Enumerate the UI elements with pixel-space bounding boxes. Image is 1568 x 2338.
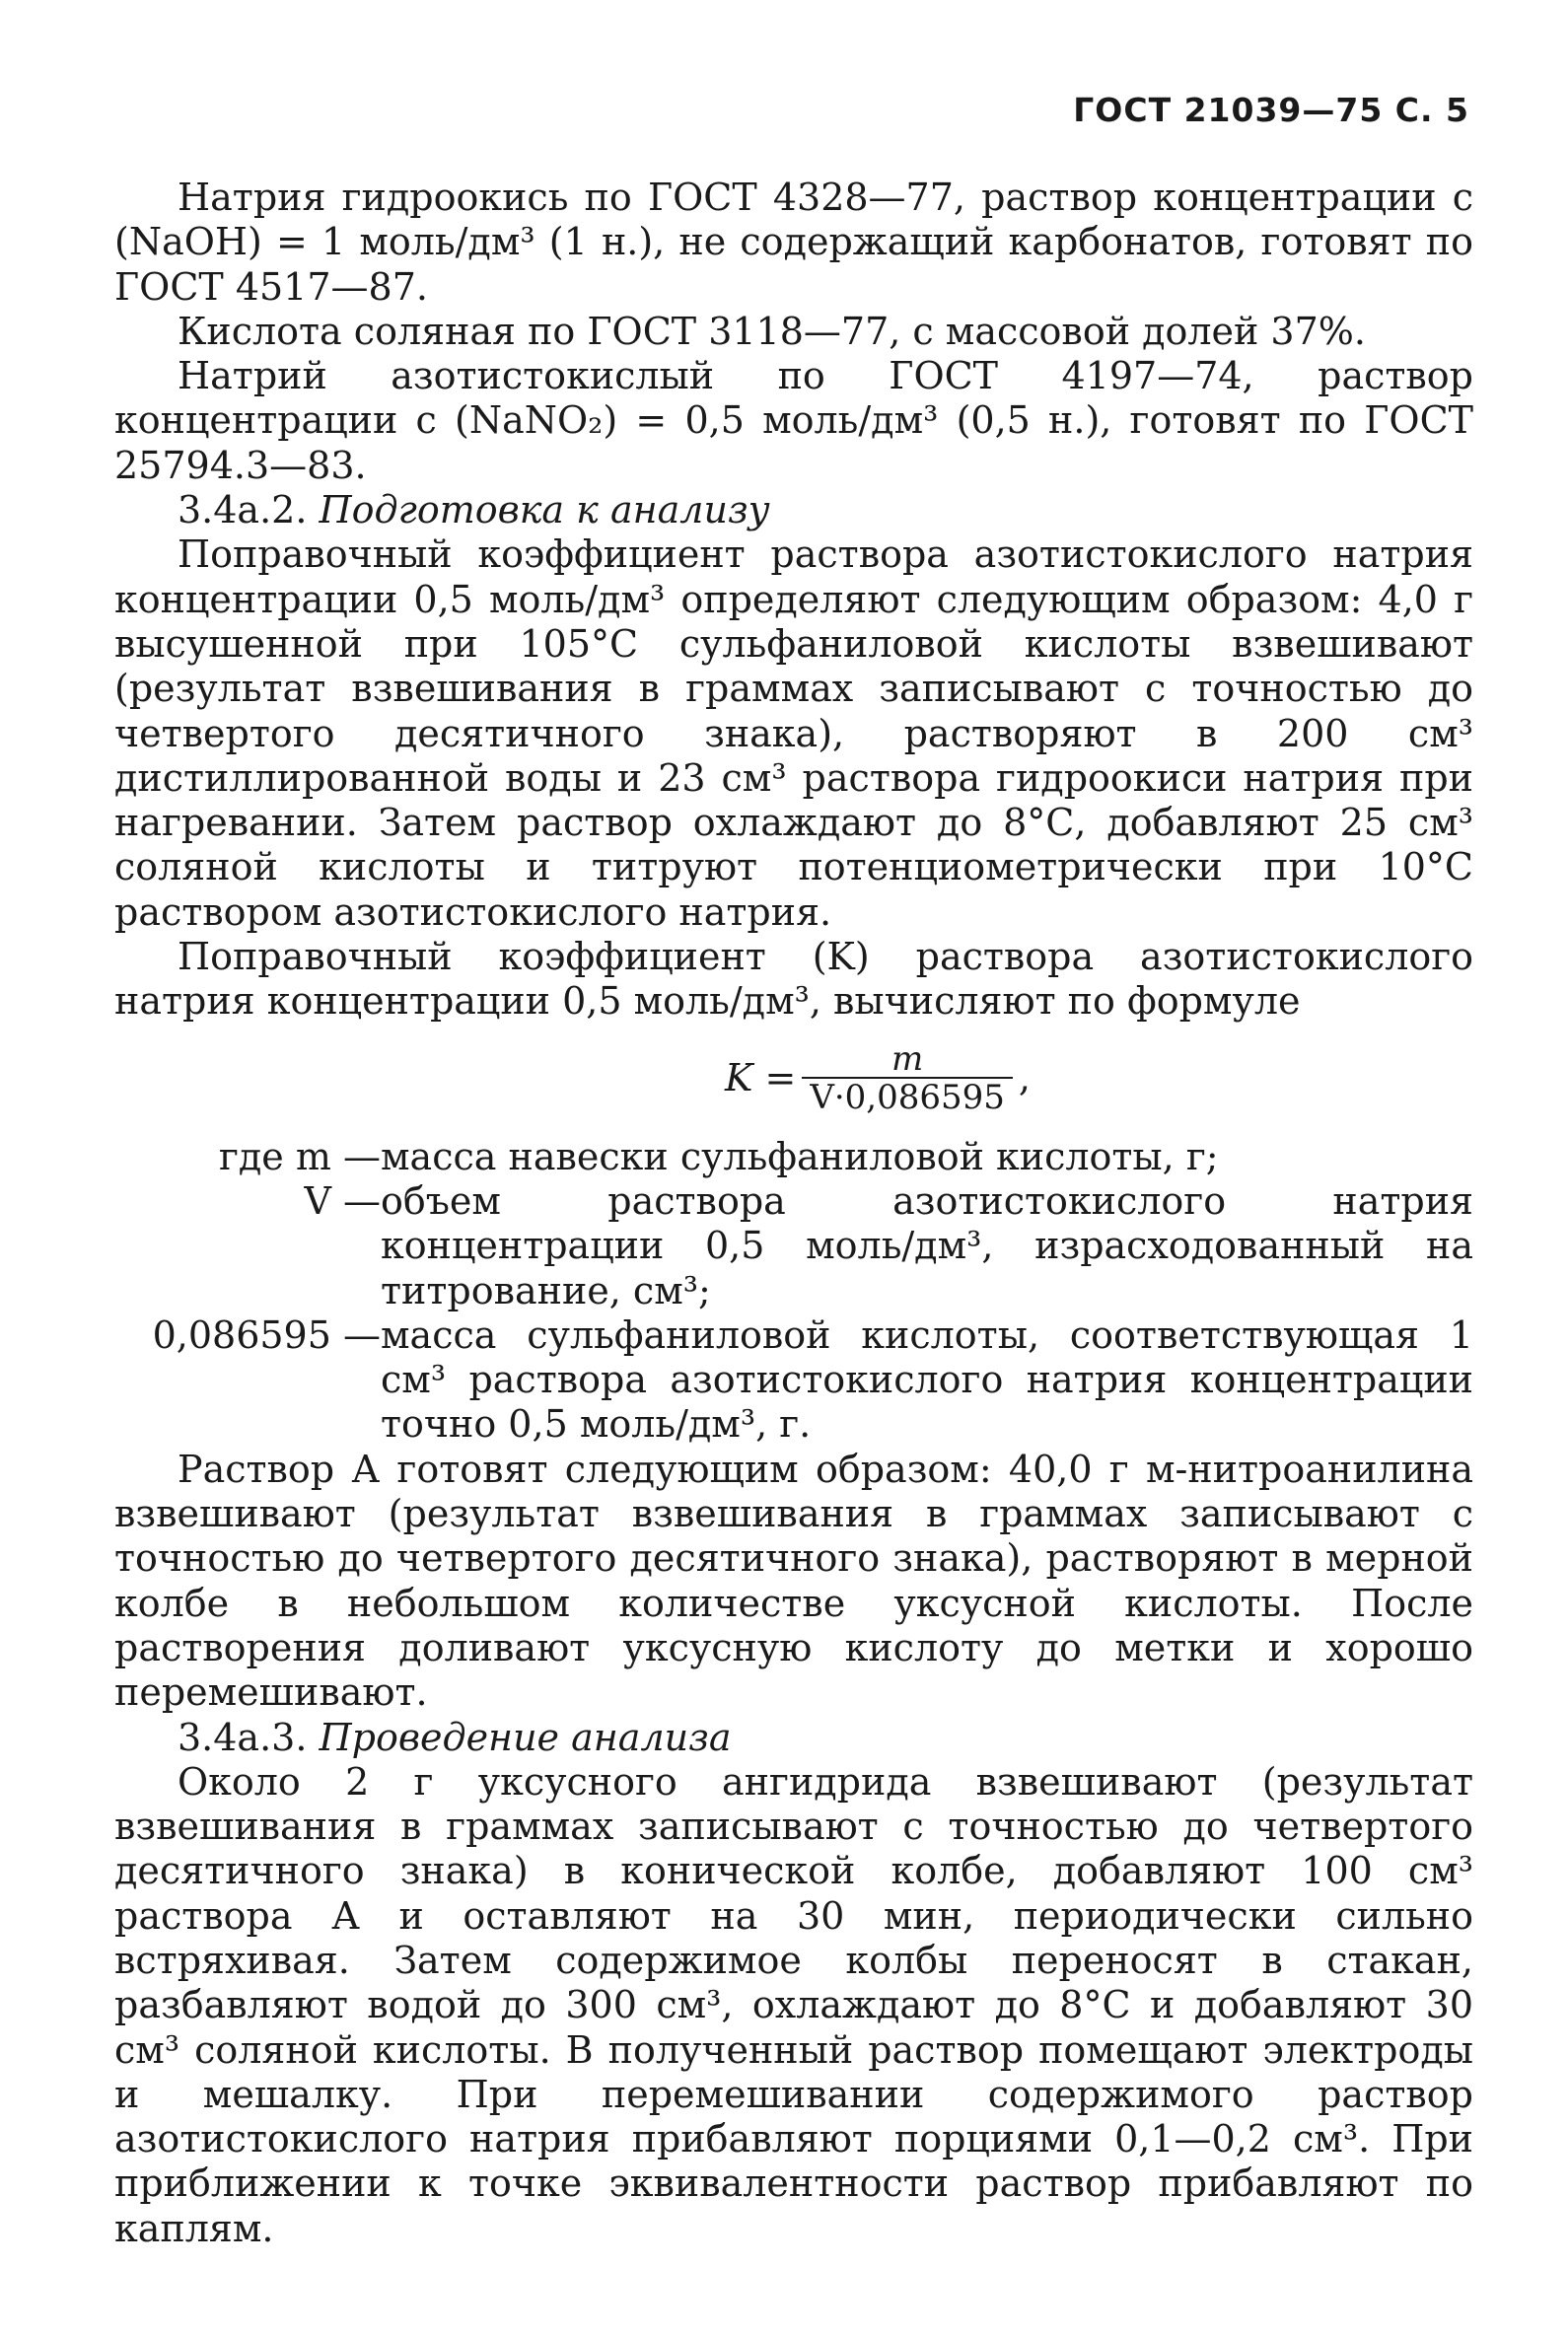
paragraph-nano2: Натрий азотистокислый по ГОСТ 4197—74, раствор концентрации с (NaNO₂) = 0,5 моль/дм³ (0,5 н.), готовят по ГОСТ 25794.3—83. bbox=[114, 354, 1473, 487]
section-title: Подготовка к анализу bbox=[319, 488, 770, 532]
section-title: Проведение анализа bbox=[319, 1715, 732, 1759]
paragraph-naoh: Натрия гидроокись по ГОСТ 4328—77, раствор концентрации с (NaOH) = 1 моль/дм³ (1 н.), не содержащий карбонатов, готовят по ГОСТ 4517—87. bbox=[114, 176, 1473, 309]
definition-text: масса навески сульфаниловой кислоты, г; bbox=[381, 1134, 1219, 1178]
paragraph-analysis: Около 2 г уксусного ангидрида взвешивают (результат взвешивания в граммах записывают с точностью до четвертого десятичного знака) в конической колбе, добавляют 100 см³ раствора А и оставляют на 30 мин, периодически сильно встряхивая. Затем содержимое колбы переносят в стакан, разбавляют водой до 300 см³, охлаждают до 8°С и добавляют 30 см³ соляной кислоты. В полученный раствор помещают электроды и мешалку. При перемешивании содержимого раствор азотистокислого натрия прибавляют порциями 0,1—0,2 см³. При приближении к точке эквивалентности раствор прибавляют по каплям. bbox=[114, 1759, 1473, 2250]
section-heading-prep bbox=[114, 488, 1473, 532]
page-header: ГОСТ 21039—75 С. 5 bbox=[1073, 91, 1469, 129]
definition-symbol: 0,086595 — bbox=[152, 1312, 381, 1357]
paragraph-hcl: Кислота соляная по ГОСТ 3118—77, с массовой долей 37%. bbox=[178, 309, 1366, 353]
formula bbox=[282, 1028, 1473, 1129]
definition-symbol: V — bbox=[304, 1178, 381, 1223]
section-number: 3.4а.2. bbox=[178, 488, 308, 532]
paragraph-correction-method: Поправочный коэффициент раствора азотистокислого натрия концентрации 0,5 моль/дм³ определяют следующим образом: 4,0 г высушенной при 105°С сульфаниловой кислоты взвешивают (результат взвешивания в граммах записывают с точностью до четвертого десятичного знака), растворяют в 200 см³ дистиллированной воды и 23 см³ раствора гидроокиси натрия при нагревании. Затем раствор охлаждают до 8°С, добавляют 25 см³ соляной кислоты и титруют потенциометрически при 10°С раствором азотистокислого натрия. bbox=[114, 532, 1473, 934]
variable-definitions bbox=[114, 1135, 1473, 1448]
paragraph-correction-formula-intro: Поправочный коэффициент (K) раствора азотистокислого натрия концентрации 0,5 моль/дм³, вычисляют по формуле bbox=[114, 935, 1473, 1024]
definition-symbol: где m — bbox=[219, 1134, 381, 1178]
section-heading-analysis bbox=[114, 1716, 1473, 1760]
formula-denominator: V·0,086595 bbox=[802, 1077, 1013, 1116]
definition-text: объем раствора азотистокислого натрия концентрации 0,5 моль/дм³, израсходованный на титрование, см³; bbox=[381, 1178, 1473, 1312]
formula-fraction bbox=[802, 1038, 1013, 1117]
paragraph-solution-a: Раствор А готовят следующим образом: 40,0 г м-нитроанилина взвешивают (результат взвешивания в граммах записывают с точностью до четвертого десятичного знака), растворяют в мерной колбе в небольшом количестве уксусной кислоты. После растворения доливают уксусную кислоту до метки и хорошо перемешивают. bbox=[114, 1447, 1473, 1715]
formula-tail: , bbox=[1018, 1055, 1031, 1099]
formula-lhs: K = bbox=[725, 1055, 797, 1099]
definition-text: масса сульфаниловой кислоты, соответствующая 1 см³ раствора азотистокислого натрия концентрации точно 0,5 моль/дм³, г. bbox=[381, 1312, 1473, 1447]
page-content bbox=[114, 176, 1473, 2251]
section-number: 3.4а.3. bbox=[178, 1715, 308, 1759]
formula-numerator: m bbox=[891, 1038, 924, 1079]
